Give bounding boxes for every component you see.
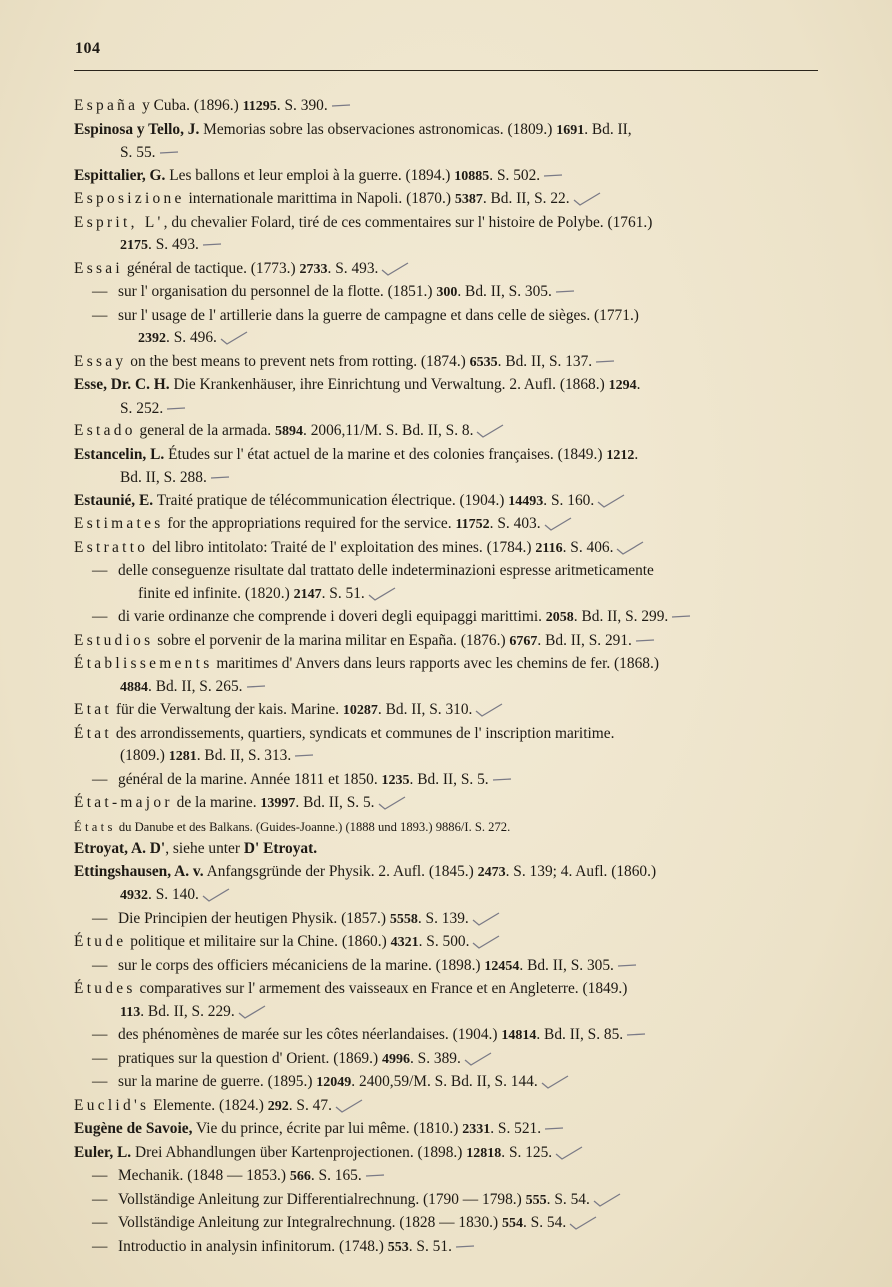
shelf-number: 4884 — [120, 679, 148, 695]
entry-text: Vollständige Anleitung zur Differentialrechnung. (1790 — 1798.) — [118, 1190, 526, 1208]
ditto-dash: — — [92, 562, 108, 579]
entry-text: y Cuba. (1896.) — [138, 97, 243, 114]
pencil-dash-icon — [165, 404, 187, 414]
catalog-entry — [74, 792, 818, 816]
pencil-dash-icon — [670, 612, 692, 622]
entry-reference: . 2400,59/M. S. Bd. II, S. 144. — [351, 1073, 538, 1090]
entry-heading: Établissements — [74, 655, 213, 672]
sub-entry — [74, 1071, 818, 1095]
entry-reference: . S. 54. — [522, 1214, 567, 1231]
shelf-number: 5894 — [275, 424, 303, 439]
entry-reference: . S. 493. — [148, 236, 199, 253]
catalog-entry — [74, 374, 818, 420]
pencil-check-icon — [367, 586, 397, 602]
entry-reference: . S. 496. — [166, 329, 217, 346]
entry-reference: . Bd. II, S. 85. — [536, 1026, 624, 1043]
catalog-entry — [74, 119, 818, 165]
pencil-dash-icon — [330, 101, 352, 111]
ditto-dash: — — [92, 1214, 108, 1231]
entry-heading: Essay — [74, 352, 127, 370]
entry-heading: Estancelin, L. — [74, 445, 165, 463]
entry-reference: . Bd. II, S. 265. — [148, 677, 243, 695]
entry-text: du Danube et des Balkans. (Guides-Joanne.) (1888 und 1893.) 9886/I. S. 272. — [115, 819, 511, 834]
entry-reference: . Bd. II, — [584, 120, 632, 138]
entry-heading: Etroyat, A. D' — [74, 840, 166, 857]
ditto-dash: — — [92, 1237, 108, 1255]
entry-text: Mechanik. (1848 — 1853.) — [118, 1167, 290, 1184]
entry-reference: . Bd. II, S. 299. — [573, 608, 669, 625]
entry-reference: . Bd. II, S. 305. — [519, 956, 614, 974]
pencil-dash-icon — [364, 1171, 386, 1181]
entry-heading: España — [74, 97, 139, 114]
entry-reference: . S. 403. — [489, 515, 541, 532]
shelf-number: 566 — [289, 1169, 311, 1184]
entry-reference: . Bd. II, S. 137. — [497, 352, 593, 370]
entry-text: sur l' usage de l' artillerie dans la guerre de campagne et dans celle de sièges. (1771.) — [118, 306, 639, 324]
entry-reference: . S. 51. — [321, 584, 365, 602]
shelf-number: 2733 — [299, 261, 328, 277]
pencil-check-icon — [471, 934, 501, 950]
pencil-check-icon — [471, 911, 501, 927]
shelf-number: 300 — [436, 285, 458, 300]
shelf-number: 5387 — [454, 192, 483, 207]
sub-entry — [74, 281, 818, 305]
entry-reference: . S. 390. — [276, 97, 328, 114]
catalog-entry — [74, 978, 818, 1024]
entry-reference: S. 55. — [120, 144, 156, 161]
catalog-entry — [74, 537, 818, 561]
pencil-check-icon — [463, 1051, 493, 1067]
entry-heading: Essai — [74, 259, 123, 277]
pencil-check-icon — [475, 423, 505, 439]
catalog-entry — [74, 490, 818, 514]
entry-continuation — [74, 467, 818, 490]
pencil-check-icon — [540, 1074, 570, 1090]
pencil-check-icon — [219, 330, 249, 346]
sub-entry — [74, 1048, 818, 1072]
pencil-check-icon — [615, 540, 645, 556]
catalog-entry — [74, 723, 818, 769]
entry-reference: . — [636, 376, 641, 393]
pencil-dash-icon — [201, 240, 223, 250]
pencil-dash-icon — [491, 775, 513, 785]
entry-heading: Estudios — [74, 631, 154, 649]
ditto-dash: — — [92, 770, 108, 788]
pencil-check-icon — [596, 493, 626, 509]
shelf-number: 1235 — [381, 772, 410, 788]
entry-text: sur le corps des officiers mécaniciens de la marine. (1898.) — [118, 956, 485, 974]
entry-reference: . Bd. II, S. 291. — [537, 631, 632, 649]
shelf-number: 2116 — [535, 540, 563, 556]
ditto-dash: — — [92, 1026, 108, 1043]
entry-text: Die Krankenhäuser, ihre Einrichtung und Verwaltung. 2. Aufl. (1868.) — [169, 376, 609, 393]
pencil-check-icon — [572, 191, 602, 207]
page-number: 104 — [75, 40, 101, 57]
entry-text: général de tactique. (1773.) — [123, 259, 300, 277]
entry-text: Traité pratique de télécommunication électrique. (1904.) — [153, 491, 509, 509]
catalog-entry — [74, 699, 818, 723]
entry-reference: . S. 125. — [501, 1143, 553, 1161]
entry-text: des phénomènes de marée sur les côtes néerlandaises. (1904.) — [118, 1026, 502, 1043]
entry-reference: . S. 165. — [310, 1167, 362, 1184]
entry-continuation — [74, 398, 818, 421]
sub-entry — [74, 1212, 818, 1236]
entry-reference: . S. 406. — [562, 538, 614, 556]
entry-heading: Estaunié, E. — [74, 491, 154, 509]
catalog-entry — [74, 165, 818, 189]
ditto-dash: — — [92, 1049, 108, 1067]
entry-text: Les ballons et leur emploi à la guerre. (1894.) — [165, 166, 455, 184]
pencil-check-icon — [377, 795, 407, 811]
shelf-number: 11295 — [242, 99, 277, 114]
sub-entry — [74, 1165, 818, 1189]
entry-heading: Esse, Dr. C. H. — [74, 376, 170, 393]
entry-text: politique et militaire sur la Chine. (1860.) — [126, 933, 391, 950]
pencil-dash-icon — [454, 1242, 476, 1252]
shelf-number: 6535 — [469, 354, 498, 370]
entry-reference: . Bd. II, S. 5. — [295, 794, 375, 811]
entry-text: , du chevalier Folard, tiré de ces commentaires sur l' histoire de Polybe. (1761.) — [163, 213, 653, 231]
entry-reference: . S. 139; 4. Aufl. (1860.) — [505, 862, 657, 880]
entry-text: Vollständige Anleitung zur Integralrechnung. (1828 — 1830.) — [118, 1214, 502, 1231]
shelf-number: 1294 — [608, 378, 637, 393]
entry-continuation — [74, 142, 818, 165]
entry-text: maritimes d' Anvers dans leurs rapports avec les chemins de fer. (1868.) — [212, 655, 659, 672]
ditto-dash: — — [92, 283, 108, 300]
shelf-number: 2331 — [462, 1122, 491, 1137]
shelf-number: 4321 — [390, 935, 419, 950]
shelf-number: 553 — [387, 1239, 409, 1255]
shelf-number: 2392 — [138, 331, 166, 346]
entry-reference: . S. 139. — [417, 909, 469, 927]
entry-text: Introductio in analysin infinitorum. (1748.) — [118, 1237, 388, 1255]
entry-continuation — [92, 327, 818, 351]
entry-text: general de la armada. — [135, 422, 275, 439]
entry-reference: . S. 51. — [408, 1237, 452, 1255]
pencil-dash-icon — [293, 751, 315, 761]
entry-continuation — [74, 676, 818, 700]
catalog-entry — [74, 630, 818, 654]
catalog-entry — [74, 816, 818, 839]
entry-text: delle conseguenze risultate dal trattato delle indeterminazioni espresse aritmeticamente — [118, 562, 654, 579]
shelf-number: 1691 — [556, 122, 585, 138]
entry-heading: Études — [74, 980, 136, 997]
shelf-number: 292 — [267, 1098, 289, 1114]
ditto-dash: — — [92, 1073, 108, 1090]
pencil-dash-icon — [209, 473, 231, 483]
entry-heading: Ettingshausen, A. v. — [74, 862, 204, 880]
entry-heading: Eugène de Savoie, — [74, 1120, 193, 1137]
entry-reference: . S. 389. — [409, 1049, 461, 1067]
entry-text: di varie ordinanze che comprende i doveri degli equipaggi marittimi. — [118, 608, 546, 625]
shelf-number: 10885 — [454, 168, 490, 184]
entry-reference: . — [634, 445, 639, 463]
catalog-entry — [74, 420, 818, 444]
entry-heading: État — [74, 724, 112, 742]
entry-heading: Estimates — [74, 515, 164, 532]
entry-text: Die Principien der heutigen Physik. (1857.) — [118, 909, 390, 927]
pencil-check-icon — [201, 887, 231, 903]
entry-text: Elemente. (1824.) — [149, 1096, 268, 1114]
catalog-entry — [74, 351, 818, 375]
shelf-number: 11752 — [455, 517, 490, 532]
shelf-number: 6767 — [509, 633, 538, 649]
entry-reference: . S. 54. — [546, 1190, 590, 1208]
shelf-number: 2175 — [120, 238, 148, 253]
entry-reference: . S. 47. — [288, 1096, 332, 1114]
catalog-entry — [74, 1118, 818, 1142]
entry-text: des arrondissements, quartiers, syndicats et communes de l' inscription maritime. — [111, 724, 615, 742]
entry-text: sobre el porvenir de la marina militar en España. (1876.) — [153, 631, 510, 649]
catalog-entry — [74, 838, 818, 861]
entry-text: Anfangsgründe der Physik. 2. Aufl. (1845.) — [203, 862, 478, 880]
shelf-number: 113 — [120, 1004, 141, 1020]
sub-entry — [74, 305, 818, 351]
entry-heading: État-major — [74, 794, 173, 811]
pencil-dash-icon — [634, 636, 656, 646]
pencil-dash-icon — [554, 287, 576, 297]
entry-reference: . S. 502. — [489, 166, 541, 184]
pencil-check-icon — [568, 1215, 598, 1231]
entry-reference: . Bd. II, S. 313. — [196, 747, 292, 764]
catalog-entry — [74, 444, 818, 490]
shelf-number: 1281 — [168, 749, 197, 764]
entry-reference: finite ed infinite. (1820.) — [138, 584, 294, 602]
entry-heading: Estratto — [74, 538, 149, 556]
entry-reference: (1809.) — [120, 747, 169, 764]
shelf-number: 13997 — [260, 796, 296, 811]
entry-reference: Bd. II, S. 288. — [120, 469, 207, 486]
entry-reference: . Bd. II, S. 22. — [482, 190, 570, 207]
entry-text: Études sur l' état actuel de la marine et des colonies françaises. (1849.) — [164, 445, 607, 463]
shelf-number: 2058 — [545, 610, 574, 625]
entry-heading: Estado — [74, 422, 136, 439]
shelf-number: 4996 — [381, 1051, 410, 1067]
entry-reference: . Bd. II, S. 305. — [457, 283, 552, 300]
shelf-number: 12049 — [316, 1075, 352, 1090]
sub-entry — [74, 606, 818, 630]
pencil-dash-icon — [158, 148, 180, 158]
shelf-number: 555 — [525, 1192, 547, 1208]
catalog-entry — [74, 1095, 818, 1119]
pencil-check-icon — [334, 1098, 364, 1114]
shelf-number: 554 — [501, 1216, 523, 1231]
entry-text: for the appropriations required for the service. — [163, 515, 456, 532]
ditto-dash: — — [92, 909, 108, 927]
catalog-entry — [74, 212, 818, 258]
entry-heading: Euclid's — [74, 1096, 150, 1114]
entry-continuation — [74, 884, 818, 908]
entry-text: de la marine. — [172, 794, 261, 811]
pencil-check-icon — [543, 516, 573, 532]
shelf-number: 14493 — [508, 493, 544, 509]
entry-heading: Espittalier, G. — [74, 166, 166, 184]
entry-reference: . Bd. II, S. 5. — [409, 770, 489, 788]
entry-text: internationale marittima in Napoli. (1870.) — [184, 190, 455, 207]
catalog-entry — [74, 653, 818, 699]
entry-text: sur l' organisation du personnel de la flotte. (1851.) — [118, 283, 437, 300]
entry-heading: Etat — [74, 701, 112, 718]
entry-heading: Esprit, L' — [74, 213, 164, 231]
shelf-number: 12818 — [466, 1145, 502, 1161]
entry-continuation — [74, 745, 818, 769]
entry-reference: . S. 521. — [490, 1120, 542, 1137]
entry-heading: Euler, L. — [74, 1143, 132, 1161]
pencil-dash-icon — [616, 961, 638, 971]
entry-text: , siehe unter — [165, 840, 244, 857]
entry-text: Vie du prince, écrite par lui même. (1810.) — [192, 1120, 463, 1137]
shelf-number: 5558 — [389, 911, 418, 927]
catalog-entry — [74, 95, 818, 119]
shelf-number: 12454 — [484, 958, 520, 974]
entry-text: on the best means to prevent nets from rotting. (1874.) — [126, 352, 470, 370]
ditto-dash: — — [92, 1190, 108, 1208]
sub-entry — [74, 955, 818, 979]
catalog-entry — [74, 258, 818, 282]
entry-list — [74, 95, 818, 1259]
header-rule — [74, 70, 818, 71]
sub-entry — [74, 1189, 818, 1213]
shelf-number: 4932 — [120, 888, 148, 903]
entry-heading: Espinosa y Tello, J. — [74, 120, 200, 138]
sub-entry — [74, 908, 818, 932]
entry-text: del libro intitolato: Traité de l' exploitation des mines. (1784.) — [148, 538, 536, 556]
ditto-dash: — — [92, 306, 108, 324]
entry-reference: S. 252. — [120, 399, 164, 417]
pencil-dash-icon — [245, 682, 267, 692]
entry-reference: . S. 500. — [418, 933, 470, 950]
entry-reference: . 2006,11/M. S. Bd. II, S. 8. — [303, 422, 474, 439]
pencil-check-icon — [554, 1145, 584, 1161]
entry-continuation — [92, 583, 818, 607]
sub-entry — [74, 1236, 818, 1260]
sub-entry — [74, 560, 818, 606]
entry-continuation — [74, 1001, 818, 1025]
entry-heading: Étude — [74, 933, 127, 950]
shelf-number: 1212 — [606, 447, 635, 463]
ditto-dash: — — [92, 608, 108, 625]
sub-entry — [74, 769, 818, 793]
entry-text: Drei Abhandlungen über Kartenprojectionen. (1898.) — [131, 1143, 467, 1161]
pencil-dash-icon — [542, 171, 564, 181]
entry-continuation — [74, 234, 818, 258]
entry-text: pratiques sur la question d' Orient. (1869.) — [118, 1049, 382, 1067]
catalog-entry — [74, 1142, 818, 1166]
pencil-check-icon — [592, 1192, 622, 1208]
ditto-dash: — — [92, 956, 108, 974]
shelf-number: 14814 — [501, 1028, 537, 1043]
sub-entry — [74, 1024, 818, 1048]
ditto-dash: — — [92, 1167, 108, 1184]
shelf-number: 2147 — [293, 586, 322, 602]
catalog-entry — [74, 513, 818, 537]
entry-text: général de la marine. Année 1811 et 1850. — [118, 770, 382, 788]
catalog-entry — [74, 861, 818, 908]
shelf-number: 10287 — [342, 703, 378, 718]
entry-heading: États — [74, 819, 116, 834]
entry-reference: . Bd. II, S. 310. — [377, 701, 473, 718]
entry-reference: . S. 160. — [543, 491, 595, 509]
pencil-check-icon — [474, 702, 504, 718]
pencil-dash-icon — [625, 1030, 647, 1040]
entry-reference: . S. 140. — [148, 886, 199, 903]
entry-text: für die Verwaltung der kais. Marine. — [111, 701, 343, 718]
pencil-check-icon — [380, 261, 410, 277]
entry-reference: . S. 493. — [327, 259, 379, 277]
pencil-dash-icon — [543, 1124, 565, 1134]
entry-text: sur la marine de guerre. (1895.) — [118, 1073, 317, 1090]
entry-text: comparatives sur l' armement des vaisseaux en France et en Angleterre. (1849.) — [135, 980, 628, 997]
entry-reference: . Bd. II, S. 229. — [140, 1002, 235, 1020]
catalog-entry — [74, 931, 818, 955]
pencil-dash-icon — [594, 357, 616, 367]
shelf-number: 2473 — [477, 864, 506, 880]
entry-heading: Esposizione — [74, 190, 185, 207]
pencil-check-icon — [237, 1004, 267, 1020]
catalog-entry — [74, 188, 818, 212]
entry-text: Memorias sobre las observaciones astronomicas. (1809.) — [199, 120, 557, 138]
cross-reference: D' Etroyat. — [243, 840, 318, 857]
